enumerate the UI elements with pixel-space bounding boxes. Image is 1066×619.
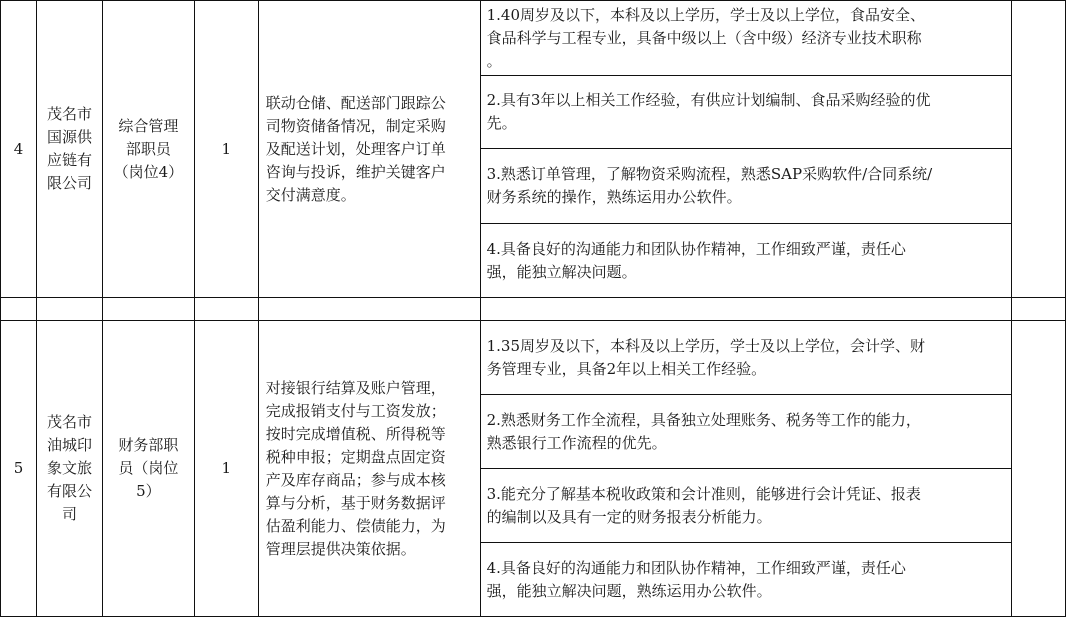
headcount: 1: [194, 1, 258, 298]
job-duties: 对接银行结算及账户管理， 完成报销支付与工资发放； 按时完成增值税、所得税等 税种申报；定期盘点固定资 产及库存商品；参与成本核 算与分析，基于财务数据评 估盈利能力、偿债能力，为 管理层提供决策依据。: [258, 321, 480, 617]
requirement-item: 3.熟悉订单管理，了解物资采购流程，熟悉SAP采购软件/合同系统/ 财务系统的操作，熟练运用办公软件。: [480, 149, 1011, 224]
requirement-item: 2.熟悉财务工作全流程，具备独立处理账务、税务等工作的能力， 熟悉银行工作流程的优先。: [480, 395, 1011, 469]
requirement-item: 3.能充分了解基本税收政策和会计准则，能够进行会计凭证、报表 的编制以及具有一定的财务报表分析能力。: [480, 469, 1011, 543]
position-name: 综合管理 部职员 （岗位4）: [102, 1, 194, 298]
remarks-cell: [1012, 321, 1066, 617]
row-number: 5: [1, 321, 37, 617]
remarks-cell: [1012, 1, 1066, 298]
position-name: 财务部职 员（岗位 5）: [102, 321, 194, 617]
job-duties: 联动仓储、配送部门跟踪公 司物资储备情况，制定采购 及配送计划，处理客户订单 咨询与投诉，维护关键客户 交付满意度。: [258, 1, 480, 298]
separator-row: [1, 298, 1066, 321]
headcount: 1: [194, 321, 258, 617]
requirement-item: 1.40周岁及以下，本科及以上学历，学士及以上学位，食品安全、 食品科学与工程专业，具备中级以上（含中级）经济专业技术职称 。: [480, 1, 1011, 76]
company-name: 茂名市 国源供 应链有 限公司: [36, 1, 102, 298]
requirement-item: 2.具有3年以上相关工作经验，有供应计划编制、食品采购经验的优 先。: [480, 76, 1011, 149]
requirement-item: 4.具备良好的沟通能力和团队协作精神，工作细致严谨，责任心 强，能独立解决问题。: [480, 224, 1011, 298]
company-name: 茂名市 油城印 象文旅 有限公 司: [36, 321, 102, 617]
requirement-item: 1.35周岁及以下，本科及以上学历，学士及以上学位，会计学、财 务管理专业，具备2年以上相关工作经验。: [480, 321, 1011, 395]
requirement-item: 4.具备良好的沟通能力和团队协作精神，工作细致严谨，责任心 强，能独立解决问题，熟练运用办公软件。: [480, 543, 1011, 617]
row-number: 4: [1, 1, 37, 298]
